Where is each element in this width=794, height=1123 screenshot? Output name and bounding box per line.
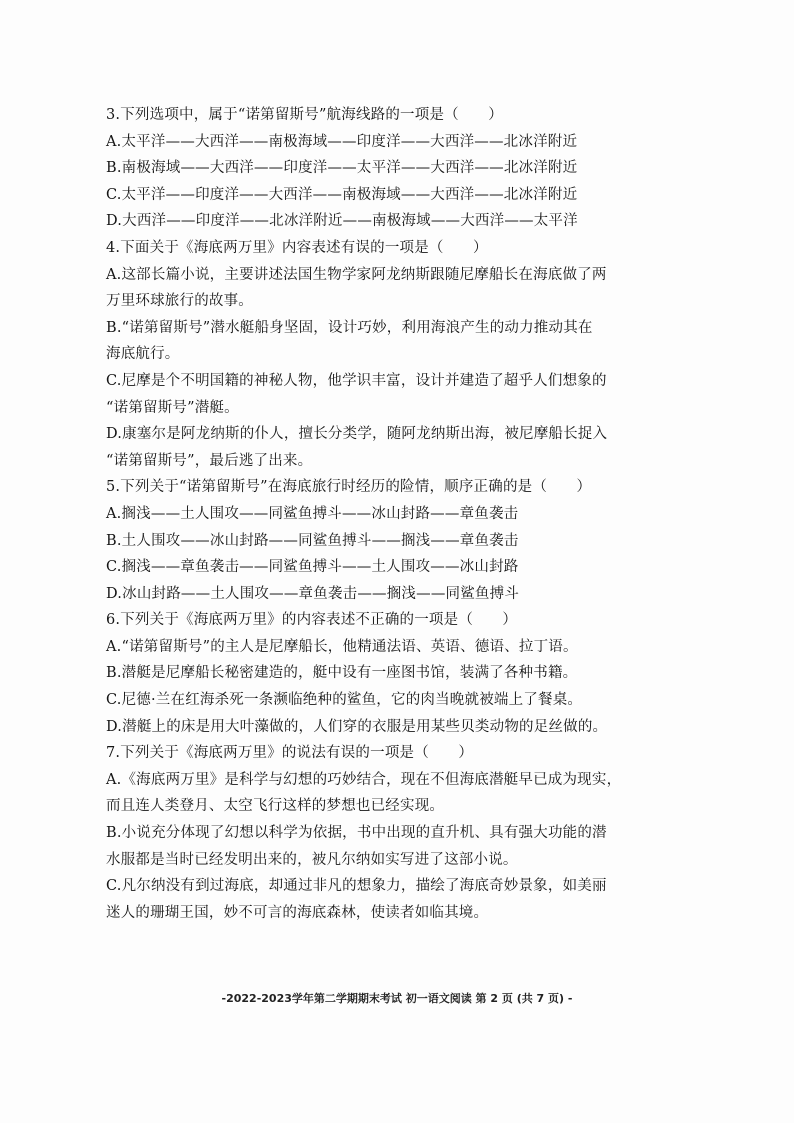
- question-6-stem: 6.下列关于《海底两万里》的内容表述不正确的一项是（ ）: [106, 612, 518, 629]
- question-3-option-d: D.大西洋——印度洋——北冰洋附近——南极海域——大西洋——太平洋: [106, 213, 578, 230]
- question-7-option-c-line-1: C.凡尔纳没有到过海底，却通过非凡的想象力，描绘了海底奇妙景象，如美丽: [106, 878, 607, 895]
- question-6-option-d: D.潜艇上的床是用大叶藻做的，人们穿的衣服是用某些贝类动物的足丝做的。: [106, 718, 608, 735]
- question-3-stem: 3.下列选项中，属于“诺第留斯号”航海线路的一项是（ ）: [106, 107, 503, 123]
- question-content: [106, 102, 686, 926]
- question-7-option-c-line-2: 迷人的珊瑚王国，妙不可言的海底森林，使读者如临其境。: [106, 904, 489, 921]
- question-6-option-c: C.尼德·兰在红海杀死一条濒临绝种的鲨鱼，它的肉当晚就被端上了餐桌。: [106, 692, 583, 709]
- question-7-option-a-line-1: A.《海底两万里》是科学与幻想的巧妙结合，现在不但海底潜艇早已成为现实，: [106, 771, 622, 788]
- question-4-option-c-line-2: “诺第留斯号”潜艇。: [106, 399, 239, 416]
- question-4-option-b-line-1: B.“诺第留斯号”潜水艇船身坚固，设计巧妙，利用海浪产生的动力推动其在: [106, 319, 593, 336]
- question-7-option-a-line-2: 而且连人类登月、太空飞行这样的梦想也已经实现。: [106, 798, 445, 815]
- question-4-stem: 4.下面关于《海底两万里》内容表述有误的一项是（ ）: [106, 239, 488, 256]
- question-7-option-b-line-1: B.小说充分体现了幻想以科学为依据，书中出现的直升机、具有强大功能的潜: [106, 825, 607, 842]
- question-3-option-b: B.南极海域——大西洋——印度洋——太平洋——大西洋——北冰洋附近: [106, 160, 578, 177]
- question-5-stem: 5.下列关于“诺第留斯号”在海底旅行时经历的险情，顺序正确的是（ ）: [106, 479, 592, 496]
- page-footer: -2022-2023学年第二学期期末考试 初一语文阅读 第 2 页 (共 7 页) -: [221, 992, 573, 1005]
- question-3-option-c: C.太平洋——印度洋——大西洋——南极海域——大西洋——北冰洋附近: [106, 186, 578, 203]
- question-4-option-d-line-1: D.康塞尔是阿龙纳斯的仆人，擅长分类学，随阿龙纳斯出海，被尼摩船长捉入: [106, 426, 608, 443]
- question-7-option-b-line-2: 水服都是当时已经发明出来的，被凡尔纳如实写进了这部小说。: [106, 851, 518, 868]
- question-4-option-b-line-2: 海底航行。: [106, 346, 180, 363]
- question-5-option-d: D.冰山封路——土人围攻——章鱼袭击——搁浅——同鲨鱼搏斗: [106, 585, 520, 602]
- question-5-option-a: A.搁浅——土人围攻——同鲨鱼搏斗——冰山封路——章鱼袭击: [106, 505, 519, 522]
- question-4-option-a-line-2: 万里环球旅行的故事。: [106, 293, 253, 310]
- question-3-option-a: A.太平洋——大西洋——南极海域——印度洋——大西洋——北冰洋附近: [106, 133, 578, 150]
- question-5-option-c: C.搁浅——章鱼袭击——同鲨鱼搏斗——土人围攻——冰山封路: [106, 559, 519, 576]
- question-4-option-d-line-2: “诺第留斯号”，最后逃了出来。: [106, 452, 313, 469]
- question-7-stem: 7.下列关于《海底两万里》的说法有误的一项是（ ）: [106, 745, 474, 762]
- question-4-option-a-line-1: A.这部长篇小说，主要讲述法国生物学家阿龙纳斯跟随尼摩船长在海底做了两: [106, 266, 607, 283]
- question-5-option-b: B.土人围攻——冰山封路——同鲨鱼搏斗——搁浅——章鱼袭击: [106, 532, 519, 549]
- question-4-option-c-line-1: C.尼摩是个不明国籍的神秘人物，他学识丰富，设计并建造了超乎人们想象的: [106, 372, 607, 389]
- question-6-option-a: A.“诺第留斯号”的主人是尼摩船长，他精通法语、英语、德语、拉丁语。: [106, 638, 578, 655]
- question-6-option-b: B.潜艇是尼摩船长秘密建造的，艇中设有一座图书馆，装满了各种书籍。: [106, 665, 578, 682]
